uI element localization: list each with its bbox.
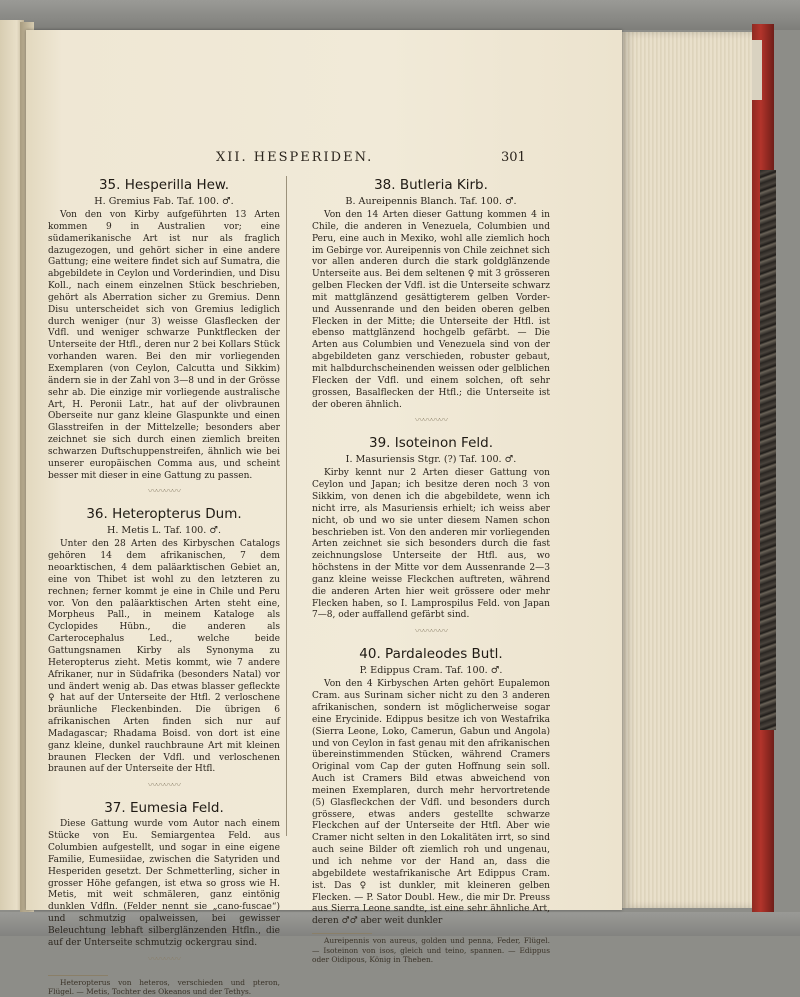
section-text-36: Unter den 28 Arten des Kirbyschen Catalogs gehören 14 dem afrikanischen, 7 dem neoarktischen, 4 dem paläarktischen Gebiet an, eine von Thibet ist wohl zu den letzteren zu rechnen; ferner kommt je eine in Chile und Peru vor. Von den paläarktischen Arten steht eine, Morpheus Pall., in meinem Kataloge als Cyclopides Hübn., die anderen als Carterocephalus Led., welche beide Gattungsnamen Kirby als Synonyma zu Heteropterus zieht. Metis kommt, wie 7 andere Afrikaner, nur in Südafrika (besonders Natal) vor und ändert wenig ab. Das etwas blasser gefleckte ♀ hat auf der Unterseite der Htfl. 2 verloschene bräunliche Fleckenbinden. Die übrigen 6 afrikanischen Arten finden sich nur auf Madagascar; Rhadama Boisd. von dort ist eine ganz kleine, dunkel rauchbraune Art mit kleinen braunen Flecken der Vdfl. und verloschenen braunen auf der Unterseite der Htfl.: [48, 539, 280, 775]
book-page: [26, 30, 622, 997]
section-text-37: Diese Gattung wurde vom Autor nach einem Stücke von Eu. Semiargentea Feld. aus Columbien aufgestellt, und sogar in eine eigene Familie, Eumesiidae, zwischen die Satyriden und Hesperiden gesetzt. Der Schmetterling, sicher in grosser Höhe gefangen, ist etwa so gross wie H. Metis, mit weit schmäleren, ganz eintönig dunklen Vdfln. (Felder nennt sie „cano-fuscae“) und schmutzig opalweissen, bei gewisser Beleuchtung lebhaft silberglänzenden Htfln., die auf der Unterseite schmutzig ockergrau sind.: [48, 819, 280, 948]
section-heading-36: 36. Heteropterus Dum.: [86, 506, 242, 523]
section-heading-39: 39. Isoteinon Feld.: [369, 435, 493, 452]
running-header: [26, 150, 622, 170]
marbled-endpaper: [760, 170, 776, 730]
section-heading-40: 40. Pardaleodes Butl.: [359, 646, 503, 663]
section-ornament: 〰〰〰〰: [147, 781, 180, 792]
page-block-edges: [622, 32, 752, 908]
section-ornament: 〰〰〰〰: [414, 416, 447, 427]
running-head-title: XII. HESPERIDEN.: [216, 150, 374, 165]
species-line-40: P. Edippus Cram. Taf. 100. ♂.: [359, 665, 503, 677]
section-heading-37: 37. Eumesia Feld.: [104, 800, 224, 817]
footnote-rule: [48, 975, 108, 976]
cover-lining: [752, 40, 762, 100]
section-ornament: 〰〰〰〰: [147, 487, 180, 498]
scan-background: [0, 0, 800, 30]
footnote-left: Heteropterus von heteros, verschieden und pteron, Flügel. — Metis, Tochter des Okeanos und der Tethys.: [48, 977, 280, 997]
section-text-39: Kirby kennt nur 2 Arten dieser Gattung von Ceylon und Japan; ich besitze deren noch 3 von Sikkim, von denen ich die abgebildete, wenn ich nicht irre, als Masuriensis erhielt; ich weiss aber nicht, ob und wo sie unter diesem Namen schon beschrieben ist. Von den anderen mir vorliegenden Arten zeichnet sie sich besonders durch die fast zeichnungslose Unterseite der Htfl. aus, wo höchstens in der Mitte vor dem Aussenrande 2—3 ganz kleine weisse Fleckchen auftreten, während die anderen Arten hier weit grössere oder mehr Flecken haben, so I. Lamprospilus Feld. von Japan 7—8, oder auffallend gefärbt sind.: [312, 468, 550, 621]
section-ornament: 〰〰〰〰: [414, 627, 447, 638]
section-heading-38: 38. Butleria Kirb.: [374, 177, 488, 193]
footnote-rule: [312, 933, 372, 934]
section-heading-35: 35. Hesperilla Hew.: [98, 177, 230, 193]
section-text-40: Von den 4 Kirbyschen Arten gehört Eupalemon Cram. aus Surinam sicher nicht zu den 3 anderen afrikanischen, sondern ist möglicherweise sogar eine Erycinide. Edippus besitze ich von Westafrika (Sierra Leone, Loko, Camerun, Gabun und Angola) und von Ceylon in fast genau mit den afrikanischen übereinstimmenden Stücken, während Cramers Original vom Cap der guten Hoffnung sein soll. Auch ist Cramers Bild etwas abweichend von meinen Exemplaren, durch mehr hervortretende (5) Glasfleckchen der Vdfl. und besonders durch grössere, etwas anders gestellte schwarze Fleckchen auf der Unterseite der Htfl. Aber wie Cramer nicht selten in den Lokalitäten irrt, so sind auch seine Bilder oft ziemlich roh und ungenau, und ich nehme vor der Hand an, dass die abgebildete westafrikanische Art Edippus Cram. ist. Das ♀ ist dunkler, mit kleineren gelben Flecken. — P. Sator Doubl. Hew., die mir Dr. Preuss aus Sierra Leone sandte, ist eine sehr ähnliche Art, deren ♂♂ aber weit dunkler: [312, 679, 550, 927]
right-column: [312, 178, 550, 965]
footnote-right: Aureipennis von aureus, golden und penna, Feder, Flügel. — Isoteinon von isos, gleich und teino, spannen. — Edippus oder Oidipous, König in Theben.: [312, 936, 550, 965]
section-text-35: Von den von Kirby aufgeführten 13 Arten kommen 9 in Australien vor; eine südamerikanische Art ist nur als fraglich dazugezogen, und gehört sicher in eine andere Gattung; eine weitere findet sich auf Sumatra, die abgebildete in Ceylon und Vorderindien, und Disu Koll., nach einem einzelnen Stück beschrieben, gehört als Aberration sicher zu Gremius. Denn Disu unterscheidet sich von Gremius lediglich durch weniger (nur 3) weisse Glasflecken der Vdfl. und weniger schwarze Punktflecken der Unterseite der Htfl., deren nur 2 bei Kollars Stück vorhanden waren. Bei den mir vorliegenden Exemplaren (von Ceylon, Calcutta und Sikkim) ändern sie in der Zahl von 3—8 und in der Grösse sehr ab. Die einzige mir vorliegende australische Art, H. Peronii Latr., hat auf der olivbraunen Oberseite nur ganz kleine Glaspunkte und einen Glasstreifen in der Mittelzelle; besonders aber zeichnet sie sich durch einen ziemlich breiten schwarzen Duftschuppenstreifen, ähnlich wie bei unserer europäischen Comma aus, und scheint besser mit dieser in eine Gattung zu passen.: [48, 210, 280, 481]
species-line-36: H. Metis L. Taf. 100. ♂.: [106, 525, 222, 537]
column-divider: [286, 176, 287, 836]
section-ornament: 〰〰〰〰: [147, 954, 180, 965]
species-line-35: H. Gremius Fab. Taf. 100. ♂.: [94, 196, 234, 207]
section-text-38: Von den 14 Arten dieser Gattung kommen 4 in Chile, die anderen in Venezuela, Columbien und Peru, eine auch in Mexiko, wohl alle ziemlich hoch im Gebirge vor. Aureipennis von Chile zeichnet sich vor allen anderen durch die stark goldglänzende Unterseite aus. Bei dem seltenen ♀ mit 3 grösseren gelben Flecken der Vdfl. ist die Unterseite schwarz mit mattglänzend gesättigterem gelben Vorder- und Aussenrande und den beiden oberen gelben Flecken in der Mitte; die Unterseite der Htfl. ist ebenso mattglänzend hochgelb gefärbt. — Die Arten aus Columbien und Venezuela sind von der abgebildeten ganz verschieden, robuster gebaut, mit halbdurchscheinenden weissen oder gelblichen Flecken der Vdfl. und einem solchen, oft sehr grossen, Basalflecken der Htfl.; die Unterseite ist der oberen ähnlich.: [312, 210, 550, 410]
page-number: 301: [501, 150, 526, 165]
species-line-39: I. Masuriensis Stgr. (?) Taf. 100. ♂.: [345, 454, 517, 466]
left-column: [48, 178, 280, 997]
species-line-38: B. Aureipennis Blanch. Taf. 100. ♂.: [345, 196, 517, 207]
